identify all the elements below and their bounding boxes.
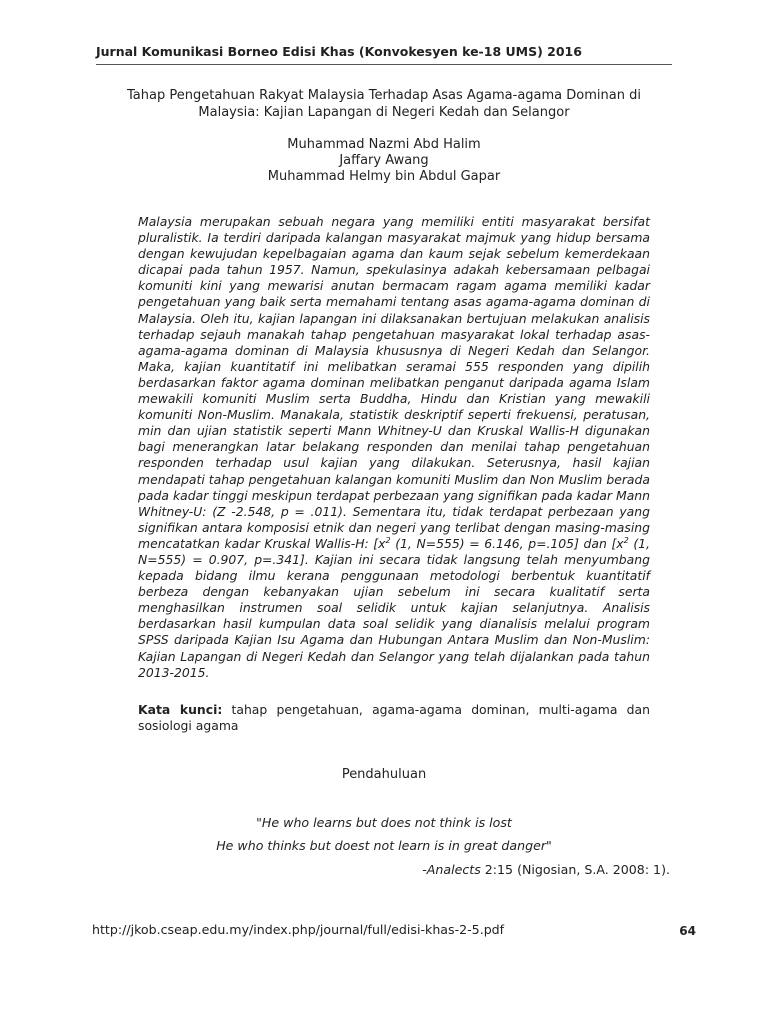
paper-title <box>96 87 672 121</box>
title-line-1: Tahap Pengetahuan Rakyat Malaysia Terhadap Asas Agama-agama Dominan di <box>127 88 641 103</box>
citation-rest: 2:15 (Nigosian, S.A. 2008: 1). <box>480 862 670 877</box>
quote-line-1: "He who learns but does not think is lost <box>256 815 512 830</box>
author-3: Muhammad Helmy bin Abdul Gapar <box>267 169 501 184</box>
author-1: Muhammad Nazmi Abd Halim <box>287 137 481 152</box>
abstract-superscript-2: 2 <box>623 535 629 545</box>
abstract <box>138 214 650 681</box>
citation-prefix: - <box>422 862 427 877</box>
footer-url: http://jkob.cseap.edu.my/index.php/journal/full/edisi-khas-2-5.pdf <box>92 922 505 937</box>
abstract-part-1: Malaysia merupakan sebuah negara yang memiliki entiti masyarakat bersifat pluralistik. Ia terdiri daripada kalangan masyarakat majmuk yang hidup bersama dengan kewujudan kepelbagaian agama dan kaum sejak sebelum kemerdekaan dicapai pada tahun 1957. Namun, spekulasinya adakah kebersamaan pelbagai komuniti kini yang mewarisi anutan bermacam ragam agama memiliki kadar pengetahuan yang baik serta memahami tentang asas agama-agama dominan di Malaysia. Oleh itu, kajian lapangan ini dilaksanakan bertujuan melakukan analisis terhadap sejauh manakah tahap pengetahuan masyarakat lokal terhadap asas-agama-agama dominan di Malaysia khususnya di Negeri Kedah dan Selangor. Maka, kajian kuantitatif ini melibatkan seramai 555 responden yang dipilih berdasarkan faktor agama dominan melibatkan penganut daripada agama Islam mewakili komuniti Muslim serta Buddha, Hindu dan Kristian yang mewakili komuniti Non-Muslim. Manakala, statistik deskriptif seperti frekuensi, peratusan, min dan ujian statistik seperti Mann Whitney-U dan Kruskal Wallis-H digunakan bagi menerangkan latar belakang responden dan menilai tahap pengetahuan responden terhadap usul kajian yang dilakukan. Seterusnya, hasil kajian mendapati tahap pengetahuan kalangan komuniti Muslim dan Non Muslim berada pada kadar tinggi meskipun terdapat perbezaan yang signifikan pada kadar Mann Whitney-U: (Z -2.548, p = .011). Sementara itu, tidak terdapat perbezaan yang signifikan antara komposisi etnik dan negeri yang terlibat dengan masing-masing mencatatkan kadar Kruskal Wallis-H: [x <box>138 214 650 551</box>
quote-line-2: He who thinks but doest not learn is in great danger" <box>216 838 552 853</box>
author-list <box>96 137 672 185</box>
page-number: 64 <box>679 924 696 938</box>
keywords-text: tahap pengetahuan, agama-agama dominan, multi-agama dan sosiologi agama <box>138 702 650 733</box>
abstract-part-3: (1, N=555) = 0.907, p=.341]. Kajian ini secara tidak langsung telah menyumbang kepada bidang ilmu kerana penggunaan metodologi berbentuk kuantitatif berbeza dengan kebanyakan ujian sebelum ini secara kualitatif serta menghasilkan instrumen soal selidik untuk kajian selanjutnya. Analisis berdasarkan hasil kumpulan data soal selidik yang dianalisis melalui program SPSS daripada Kajian Isu Agama dan Hubungan Antara Muslim dan Non-Muslim: Kajian Lapangan di Negeri Kedah dan Selangor yang telah dijalankan pada tahun 2013-2015. <box>138 535 650 680</box>
citation-work: Analects <box>426 862 481 877</box>
journal-header: Jurnal Komunikasi Borneo Edisi Khas (Konvokesyen ke-18 UMS) 2016 <box>96 44 582 59</box>
header-rule <box>96 64 672 65</box>
quote-citation <box>300 862 670 877</box>
abstract-superscript-1: 2 <box>385 535 391 545</box>
abstract-part-2: (1, N=555) = 6.146, p=.105] dan [x <box>390 535 624 551</box>
keywords-label: Kata kunci: <box>138 702 223 717</box>
title-line-2: Malaysia: Kajian Lapangan di Negeri Kedah dan Selangor <box>198 105 570 120</box>
keywords <box>138 702 650 734</box>
section-heading: Pendahuluan <box>341 767 427 782</box>
author-2: Jaffary Awang <box>339 153 429 168</box>
